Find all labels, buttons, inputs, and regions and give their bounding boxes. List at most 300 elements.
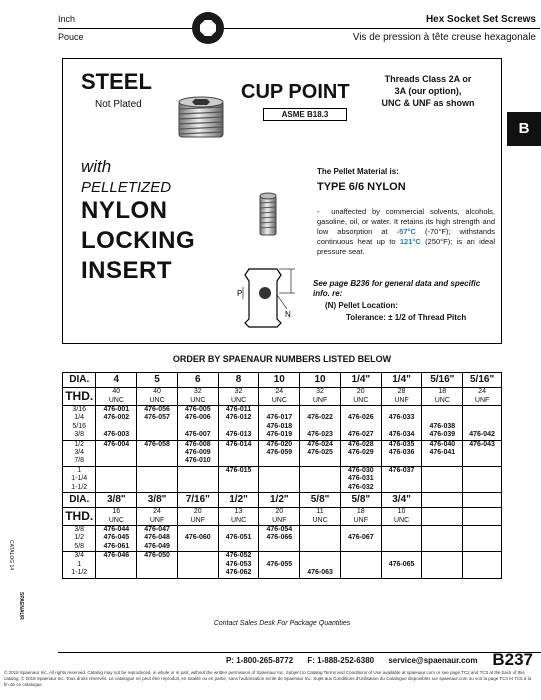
cell-line: 20 bbox=[356, 388, 365, 395]
cell-line bbox=[300, 526, 340, 534]
part-cell[interactable] bbox=[137, 552, 178, 578]
part-cell[interactable] bbox=[177, 526, 218, 552]
dia-cell: 3/4" bbox=[381, 493, 422, 508]
cell-line bbox=[219, 475, 259, 483]
cell-line: 476-009 bbox=[184, 449, 211, 457]
cell-line: 476-008 bbox=[184, 440, 211, 448]
part-cell[interactable] bbox=[463, 406, 502, 441]
footer-contacts bbox=[226, 656, 490, 665]
part-cell[interactable] bbox=[177, 466, 218, 492]
cell-line: UNC bbox=[312, 516, 328, 524]
cell-line bbox=[219, 449, 259, 457]
cell-line: 476-065 bbox=[388, 560, 415, 568]
cell-line: 20 bbox=[193, 508, 202, 516]
part-cell[interactable] bbox=[422, 466, 463, 492]
cell-line: UNC bbox=[230, 396, 247, 404]
part-cell[interactable] bbox=[381, 552, 422, 578]
thread-cell bbox=[340, 508, 381, 526]
cell-line: 3/4 bbox=[74, 552, 85, 560]
cell-line: 1-1/2 bbox=[71, 483, 88, 491]
see-page-note: See page B236 for general data and specific info. re: bbox=[313, 279, 481, 298]
cell-line: UNF bbox=[394, 396, 409, 404]
thread-cell bbox=[381, 508, 422, 526]
thread-cell bbox=[218, 388, 259, 406]
thread-cell bbox=[137, 508, 178, 526]
part-cell[interactable] bbox=[218, 406, 259, 441]
cell-line bbox=[96, 449, 136, 457]
part-cell[interactable] bbox=[300, 552, 341, 578]
thread-cell bbox=[463, 508, 502, 526]
cell-line bbox=[300, 552, 340, 560]
part-cell[interactable] bbox=[137, 440, 178, 466]
cell-line: 476-050 bbox=[144, 552, 170, 560]
cell-line: 476-059 bbox=[266, 449, 293, 457]
thread-cell bbox=[422, 508, 463, 526]
table-row bbox=[63, 552, 502, 578]
part-cell[interactable] bbox=[96, 466, 137, 492]
part-cell[interactable] bbox=[340, 406, 381, 441]
part-cell[interactable] bbox=[96, 526, 137, 552]
material-title: STEEL bbox=[81, 69, 152, 94]
part-cell[interactable] bbox=[381, 406, 422, 441]
dia-label: DIA. bbox=[63, 493, 96, 508]
part-cell bbox=[422, 526, 463, 552]
hex-socket-logo-icon bbox=[192, 12, 224, 44]
cell-line: 5/16 bbox=[72, 422, 87, 430]
dia-cell: 10 bbox=[259, 373, 300, 388]
section-tab[interactable]: B bbox=[507, 112, 541, 146]
part-cell[interactable] bbox=[300, 440, 341, 466]
cell-line: 476-011 bbox=[225, 406, 252, 413]
diagram-p-label: P bbox=[237, 289, 243, 298]
part-cell[interactable] bbox=[259, 440, 300, 466]
cell-line bbox=[382, 484, 422, 492]
cell-line: UNF bbox=[312, 396, 328, 404]
dia-row bbox=[63, 493, 502, 508]
part-cell[interactable] bbox=[218, 552, 259, 578]
part-cell[interactable] bbox=[381, 440, 422, 466]
part-cell[interactable] bbox=[463, 440, 502, 466]
part-cell[interactable] bbox=[340, 440, 381, 466]
cell-line bbox=[259, 552, 299, 560]
cell-line: 476-029 bbox=[347, 449, 374, 457]
part-cell[interactable] bbox=[340, 552, 381, 578]
cell-line bbox=[463, 449, 501, 457]
cell-line bbox=[219, 423, 259, 431]
cell-line bbox=[178, 484, 218, 492]
title-english: Hex Socket Set Screws bbox=[425, 14, 536, 25]
cell-line bbox=[463, 406, 501, 414]
cell-line: 476-006 bbox=[184, 414, 211, 422]
thread-cell bbox=[218, 508, 259, 526]
thread-cell bbox=[177, 508, 218, 526]
dia-label: DIA. bbox=[63, 373, 96, 388]
part-cell[interactable] bbox=[381, 526, 422, 552]
cell-line bbox=[178, 552, 218, 560]
cell-line bbox=[137, 484, 177, 492]
cell-line: 476-045 bbox=[103, 534, 130, 542]
copyright: © 2018 Spaenaur Inc. All rights reserved. Catalog may not be reproduced, in whole or in part, without the written permission of Spaenaur Inc. Subject to Catalog Terms and Conditions of Use available at spaenaur.com or see page TC2 and TC3 at the back of this catalog. © 2018 Spaenaur Inc. Tous droits réservés. Le catalogue ne peut être reproduit, en totalité ou en partie, sans l'autorisation écrite de Spaenaur Inc. Sujet aux Conditions d'Utilisation du Catalogue disponibles sur spaenaur.com ou voir la page TC4 et TC5 à la fin de ce catalogue. bbox=[4, 670, 532, 687]
cell-line: 11 bbox=[316, 508, 324, 516]
cell-line bbox=[382, 543, 422, 551]
cell-line: UNF bbox=[149, 516, 165, 524]
product-box bbox=[62, 58, 502, 344]
cell-line: UNC bbox=[393, 516, 410, 524]
page-number: B237 bbox=[492, 650, 533, 669]
dia-cell bbox=[463, 493, 502, 508]
cell-line: 3/4 bbox=[74, 449, 85, 457]
part-cell[interactable] bbox=[96, 552, 137, 578]
thread-cell bbox=[96, 508, 137, 526]
cell-line bbox=[137, 457, 177, 465]
cell-line bbox=[219, 543, 259, 551]
thread-cell bbox=[300, 388, 341, 406]
contact-note: Contact Sales Desk For Package Quantities bbox=[213, 620, 351, 627]
length-cell bbox=[63, 440, 96, 466]
cell-line: UNC bbox=[108, 516, 124, 524]
cell-line bbox=[96, 467, 136, 475]
table-row bbox=[63, 526, 502, 552]
cell-line: 476-060 bbox=[184, 534, 211, 542]
cell-line bbox=[259, 569, 299, 577]
part-cell[interactable] bbox=[96, 440, 137, 466]
dia-row bbox=[63, 373, 502, 388]
part-cell[interactable] bbox=[259, 406, 300, 441]
pellet-material-label: The Pellet Material is: bbox=[317, 167, 399, 176]
cell-line: 476-055 bbox=[266, 560, 293, 568]
cell-line bbox=[96, 475, 136, 483]
cell-line: UNC bbox=[271, 396, 287, 404]
cell-line: 476-043 bbox=[469, 440, 495, 448]
dia-cell: 1/2" bbox=[259, 493, 300, 508]
cell-line bbox=[382, 552, 422, 560]
cell-line: 5/8 bbox=[74, 542, 85, 550]
cell-line: 476-031 bbox=[347, 475, 374, 483]
cell-line bbox=[259, 543, 299, 551]
cell-line bbox=[300, 467, 340, 475]
cell-line bbox=[178, 561, 218, 569]
finish-label: Not Plated bbox=[95, 99, 142, 110]
cell-line bbox=[463, 457, 501, 465]
cell-line bbox=[300, 457, 340, 465]
dia-cell: 5/8" bbox=[300, 493, 341, 508]
dia-cell: 1/2" bbox=[218, 493, 259, 508]
cell-line: 7/8 bbox=[74, 457, 85, 465]
title-french: Vis de pression à tête creuse hexagonale bbox=[352, 32, 536, 43]
cell-line: 1 bbox=[77, 466, 82, 474]
dia-cell: 3/8" bbox=[96, 493, 137, 508]
cell-line bbox=[382, 569, 422, 577]
cell-line: 476-018 bbox=[266, 422, 293, 430]
cell-line: 40 bbox=[112, 388, 121, 395]
cell-line bbox=[422, 475, 462, 483]
cell-line bbox=[178, 475, 218, 483]
dia-cell: 7/16" bbox=[177, 493, 218, 508]
dia-cell: 1/4" bbox=[340, 373, 381, 388]
cell-line: 476-017 bbox=[266, 414, 293, 422]
cell-line: 476-054 bbox=[266, 526, 293, 534]
cell-line bbox=[300, 561, 340, 569]
cell-line bbox=[96, 423, 136, 431]
part-cell[interactable] bbox=[300, 526, 341, 552]
phone[interactable]: P: 1-800-265-8772 bbox=[226, 656, 294, 665]
cell-line bbox=[382, 423, 422, 431]
cell-line: UNF bbox=[190, 516, 205, 524]
cell-line bbox=[96, 569, 136, 577]
cell-line: 476-025 bbox=[307, 449, 333, 457]
cell-line: 32 bbox=[193, 388, 202, 395]
dia-cell: 1/4" bbox=[381, 373, 422, 388]
locking-heading: LOCKING bbox=[81, 227, 196, 254]
length-cell bbox=[63, 466, 96, 492]
cell-line bbox=[137, 431, 177, 439]
part-cell[interactable] bbox=[218, 440, 259, 466]
cell-line: 13 bbox=[234, 508, 243, 516]
cell-line: 3/8 bbox=[74, 526, 85, 534]
cell-line bbox=[300, 484, 340, 492]
cell-line bbox=[463, 414, 501, 422]
cell-line bbox=[463, 423, 501, 431]
cell-line: 476-004 bbox=[103, 440, 130, 448]
thread-cell bbox=[422, 388, 463, 406]
cell-line: UNF bbox=[474, 396, 490, 404]
set-screw-image-icon bbox=[173, 95, 229, 141]
cell-line bbox=[341, 543, 381, 551]
cell-line: 32 bbox=[316, 388, 324, 395]
thread-cell bbox=[137, 388, 178, 406]
dia-cell: 6 bbox=[177, 373, 218, 388]
cell-line: 476-037 bbox=[388, 466, 415, 474]
cell-line: 476-057 bbox=[144, 414, 170, 422]
cell-line: 476-019 bbox=[266, 431, 293, 439]
cell-line: 3/16 bbox=[72, 406, 87, 413]
part-cell bbox=[422, 552, 463, 578]
cell-line: 476-001 bbox=[103, 406, 130, 413]
cell-line: 476-056 bbox=[144, 406, 170, 413]
cell-line: 476-051 bbox=[225, 534, 252, 542]
cell-line bbox=[96, 457, 136, 465]
cell-line bbox=[219, 457, 259, 465]
part-cell[interactable] bbox=[96, 406, 137, 441]
part-cell[interactable] bbox=[137, 466, 178, 492]
cell-line bbox=[219, 484, 259, 492]
temp-high: 121°C bbox=[399, 237, 421, 246]
cell-line: 40 bbox=[153, 388, 161, 395]
nylon-screw-image-icon bbox=[257, 191, 279, 239]
cell-line: 476-061 bbox=[103, 542, 130, 550]
cell-line: UNC bbox=[108, 396, 124, 404]
pelletized-label: PELLETIZED bbox=[81, 179, 172, 196]
cell-line bbox=[341, 569, 381, 577]
cell-line: 1/2 bbox=[74, 440, 85, 448]
page-header bbox=[58, 12, 540, 48]
cell-line bbox=[382, 534, 422, 542]
cell-line: 32 bbox=[234, 388, 243, 395]
dia-cell bbox=[422, 493, 463, 508]
cell-line bbox=[137, 561, 177, 569]
with-label: with bbox=[81, 157, 112, 176]
cell-line: 476-052 bbox=[225, 552, 252, 560]
part-cell[interactable] bbox=[300, 466, 341, 492]
thread-row bbox=[63, 508, 502, 526]
cell-line: 476-038 bbox=[429, 422, 456, 430]
cell-line bbox=[137, 449, 177, 457]
cell-line: 476-063 bbox=[307, 569, 333, 577]
cell-line bbox=[137, 569, 177, 577]
cell-line: 476-020 bbox=[266, 440, 293, 448]
part-cell[interactable] bbox=[300, 406, 341, 441]
dia-cell: 5 bbox=[137, 373, 178, 388]
cell-line: 1-1/4 bbox=[71, 475, 88, 483]
thread-cell bbox=[177, 388, 218, 406]
tolerance: Tolerance: ± 1/2 of Thread Pitch bbox=[346, 313, 467, 322]
cell-line: 28 bbox=[397, 388, 406, 395]
thread-cell bbox=[259, 388, 300, 406]
cell-line: 476-049 bbox=[144, 542, 170, 550]
cell-line: 476-066 bbox=[266, 534, 293, 542]
cell-line: UNC bbox=[434, 396, 450, 404]
length-cell bbox=[63, 552, 96, 578]
cell-line: 476-034 bbox=[388, 431, 415, 439]
cell-line bbox=[259, 467, 299, 475]
part-cell[interactable] bbox=[218, 466, 259, 492]
cell-line: 1 bbox=[77, 560, 82, 568]
cell-line: 476-046 bbox=[103, 552, 130, 560]
unit-french: Pouce bbox=[58, 32, 84, 42]
length-cell bbox=[63, 406, 96, 441]
cell-line: 476-026 bbox=[347, 414, 374, 422]
part-cell[interactable] bbox=[381, 466, 422, 492]
cell-line bbox=[422, 414, 462, 422]
cell-line: 476-028 bbox=[347, 440, 374, 448]
cell-line bbox=[96, 484, 136, 492]
cell-line bbox=[96, 561, 136, 569]
cell-line: 1/4 bbox=[74, 414, 85, 422]
cell-line: 476-015 bbox=[225, 466, 252, 474]
cell-line bbox=[259, 484, 299, 492]
part-cell[interactable] bbox=[137, 406, 178, 441]
cell-line: 16 bbox=[112, 508, 121, 516]
part-cell[interactable] bbox=[340, 466, 381, 492]
cell-line bbox=[341, 457, 381, 465]
email-link[interactable]: service@spaenaur.com bbox=[388, 656, 478, 665]
cell-line bbox=[382, 526, 422, 534]
cell-line bbox=[137, 467, 177, 475]
cell-line bbox=[341, 526, 381, 534]
dia-cell: 3/8" bbox=[137, 493, 178, 508]
dia-cell: 4 bbox=[96, 373, 137, 388]
cell-line bbox=[300, 423, 340, 431]
fax: F: 1-888-252-6380 bbox=[307, 656, 375, 665]
dia-cell: 5/8" bbox=[340, 493, 381, 508]
pellet-location-diagram bbox=[235, 265, 305, 331]
cell-line: 476-003 bbox=[103, 431, 130, 439]
point-type-title: CUP POINT bbox=[241, 81, 350, 103]
cell-line: 476-005 bbox=[184, 406, 211, 413]
cell-line bbox=[341, 406, 381, 414]
unit-english: Inch bbox=[58, 14, 76, 24]
cell-line: 476-023 bbox=[307, 431, 333, 439]
cell-line: 476-032 bbox=[347, 483, 374, 491]
cell-line bbox=[341, 561, 381, 569]
cell-line: UNC bbox=[190, 396, 206, 404]
cell-line: 18 bbox=[438, 388, 447, 395]
part-cell[interactable] bbox=[422, 440, 463, 466]
cell-line: 1-1/2 bbox=[71, 569, 88, 577]
cell-line bbox=[382, 475, 422, 483]
cell-line: 476-002 bbox=[103, 414, 130, 422]
part-cell[interactable] bbox=[259, 526, 300, 552]
cell-line: 476-047 bbox=[144, 526, 170, 534]
part-cell[interactable] bbox=[259, 552, 300, 578]
cell-line bbox=[422, 484, 462, 492]
cell-line: 18 bbox=[356, 508, 365, 516]
part-cell[interactable] bbox=[340, 526, 381, 552]
part-cell[interactable] bbox=[259, 466, 300, 492]
cell-line: 476-062 bbox=[225, 569, 252, 577]
cell-line bbox=[422, 406, 462, 414]
diagram-n-label: N bbox=[285, 310, 291, 319]
cell-line bbox=[300, 475, 340, 483]
cell-line: UNF bbox=[272, 516, 287, 524]
cell-line: 20 bbox=[275, 508, 284, 516]
cell-line: UNF bbox=[353, 516, 368, 524]
cell-line: UNC bbox=[149, 396, 165, 404]
thread-cell bbox=[381, 388, 422, 406]
standard-badge: ASME B18.3 bbox=[263, 108, 347, 121]
cell-line bbox=[463, 467, 501, 475]
catalog-side-label: CATALOG 14 bbox=[8, 540, 14, 571]
part-cell[interactable] bbox=[137, 526, 178, 552]
length-cell bbox=[63, 526, 96, 552]
cell-line bbox=[178, 467, 218, 475]
cell-line bbox=[259, 475, 299, 483]
part-cell[interactable] bbox=[177, 406, 218, 441]
table-row bbox=[63, 440, 502, 466]
thread-cell bbox=[463, 388, 502, 406]
cell-line bbox=[382, 457, 422, 465]
thd-label: THD. bbox=[63, 388, 96, 406]
part-cell[interactable] bbox=[177, 552, 218, 578]
cell-line: 476-039 bbox=[429, 431, 456, 439]
thread-cell bbox=[96, 388, 137, 406]
pellet-material: TYPE 6/6 NYLON bbox=[317, 181, 406, 193]
part-cell[interactable] bbox=[218, 526, 259, 552]
pellet-properties: - unaffected by commercial solvents, alcohols, gasoline, oil, or water. It retains its high strength and low absorption at -57°C (-70°F); withstands continuous heat up to 121°C (250°F); is an ideal pressure seat. bbox=[317, 207, 495, 256]
cell-line bbox=[463, 475, 501, 483]
cell-line: 24 bbox=[153, 508, 161, 516]
header-rule bbox=[58, 28, 540, 29]
cell-line bbox=[178, 543, 218, 551]
cell-line bbox=[178, 423, 218, 431]
thread-cell bbox=[259, 508, 300, 526]
cell-line bbox=[422, 457, 462, 465]
part-cell[interactable] bbox=[177, 440, 218, 466]
cell-line bbox=[219, 526, 259, 534]
cell-line bbox=[300, 543, 340, 551]
insert-heading: INSERT bbox=[81, 257, 173, 284]
part-cell[interactable] bbox=[422, 406, 463, 441]
cell-line: 476-067 bbox=[347, 534, 374, 542]
cell-line: 476-024 bbox=[307, 440, 333, 448]
part-number-table bbox=[62, 372, 502, 579]
part-cell[interactable] bbox=[463, 466, 502, 492]
cell-line: 476-044 bbox=[103, 526, 130, 534]
table-row bbox=[63, 466, 502, 492]
table-row bbox=[63, 406, 502, 441]
cell-line: 476-040 bbox=[429, 440, 456, 448]
cell-line: 1/2 bbox=[74, 534, 85, 542]
